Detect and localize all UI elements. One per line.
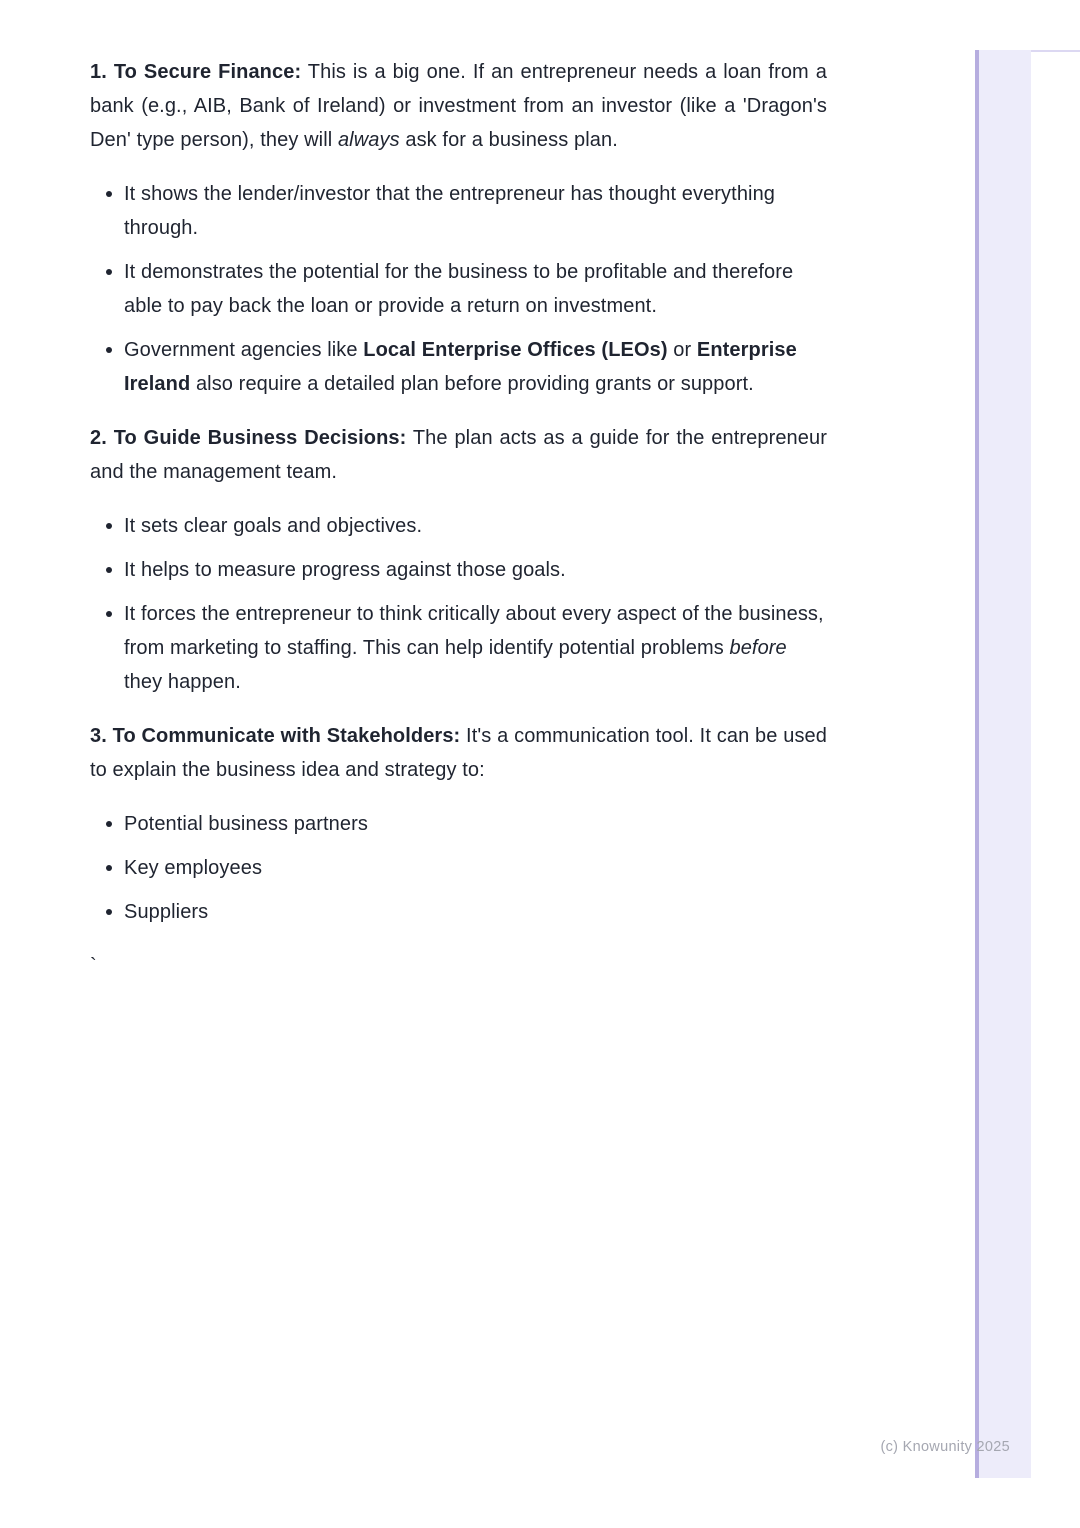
bullet-dot-icon <box>106 865 112 871</box>
bullet-text: It demonstrates the potential for the business to be profitable and therefore able to pay back the loan or provide a return on investment. <box>124 261 794 317</box>
list-item <box>90 177 827 245</box>
bullet-text: Potential business partners <box>124 813 368 835</box>
list-item <box>90 509 827 543</box>
bullet-text-bold-leos: Local Enterprise Offices (LEOs) <box>363 339 668 361</box>
section-2-intro <box>90 421 827 489</box>
bullet-dot-icon <box>106 269 112 275</box>
section-1-bullet-list <box>90 177 827 401</box>
list-item <box>90 553 827 587</box>
stray-backtick-character: ` <box>90 955 97 977</box>
list-item <box>90 895 827 929</box>
section-1-intro <box>90 55 827 157</box>
bullet-text: It forces the entrepreneur to think critically about every aspect of the business, from marketing to staffing. This can help identify potential problems <box>124 603 824 659</box>
document-content <box>90 55 827 983</box>
bullet-text: or <box>667 339 697 361</box>
section-1-heading: 1. To Secure Finance: <box>90 61 302 83</box>
bullet-dot-icon <box>106 821 112 827</box>
section-2-bullet-list <box>90 509 827 699</box>
bullet-text: It shows the lender/investor that the entrepreneur has thought everything through. <box>124 183 776 239</box>
section-3-bullet-list <box>90 807 827 929</box>
list-item <box>90 597 827 699</box>
list-item <box>90 255 827 323</box>
scrollbar-track[interactable] <box>975 50 1031 1478</box>
bullet-dot-icon <box>106 909 112 915</box>
bullet-dot-icon <box>106 523 112 529</box>
bullet-dot-icon <box>106 611 112 617</box>
section-1-text-end: ask for a business plan. <box>399 129 618 151</box>
list-item <box>90 807 827 841</box>
section-2-heading: 2. To Guide Business Decisions: <box>90 427 407 449</box>
section-1-text: This is a big one. If an entrepreneur needs a loan from a bank (e.g., AIB, Bank of Ireland) or investment from an investor (like a 'Dragon's Den' type person), they will <box>90 61 827 151</box>
bullet-text-bold-enterprise-ireland: Enterprise Ireland <box>124 339 797 395</box>
list-item <box>90 851 827 885</box>
bullet-text: It helps to measure progress against those goals. <box>124 559 566 581</box>
section-3-intro <box>90 719 827 787</box>
bullet-dot-icon <box>106 567 112 573</box>
bullet-text: Government agencies like <box>124 339 364 361</box>
copyright-footer: (c) Knowunity 2025 <box>880 1439 1010 1455</box>
bullet-text: they happen. <box>124 671 241 693</box>
section-3-text: It's a communication tool. It can be used to explain the business idea and strategy to: <box>90 725 827 781</box>
bullet-text: Key employees <box>124 857 263 879</box>
section-1-italic-always: always <box>337 129 400 151</box>
bullet-dot-icon <box>106 347 112 353</box>
bullet-text-italic-before: before <box>729 637 787 659</box>
bullet-text: also require a detailed plan before providing grants or support. <box>190 373 754 395</box>
section-2-text: The plan acts as a guide for the entrepreneur and the management team. <box>90 427 827 483</box>
bullet-dot-icon <box>106 191 112 197</box>
bullet-text: It sets clear goals and objectives. <box>124 515 423 537</box>
bullet-text: Suppliers <box>124 901 209 923</box>
list-item <box>90 333 827 401</box>
section-3-heading: 3. To Communicate with Stakeholders: <box>90 725 461 747</box>
